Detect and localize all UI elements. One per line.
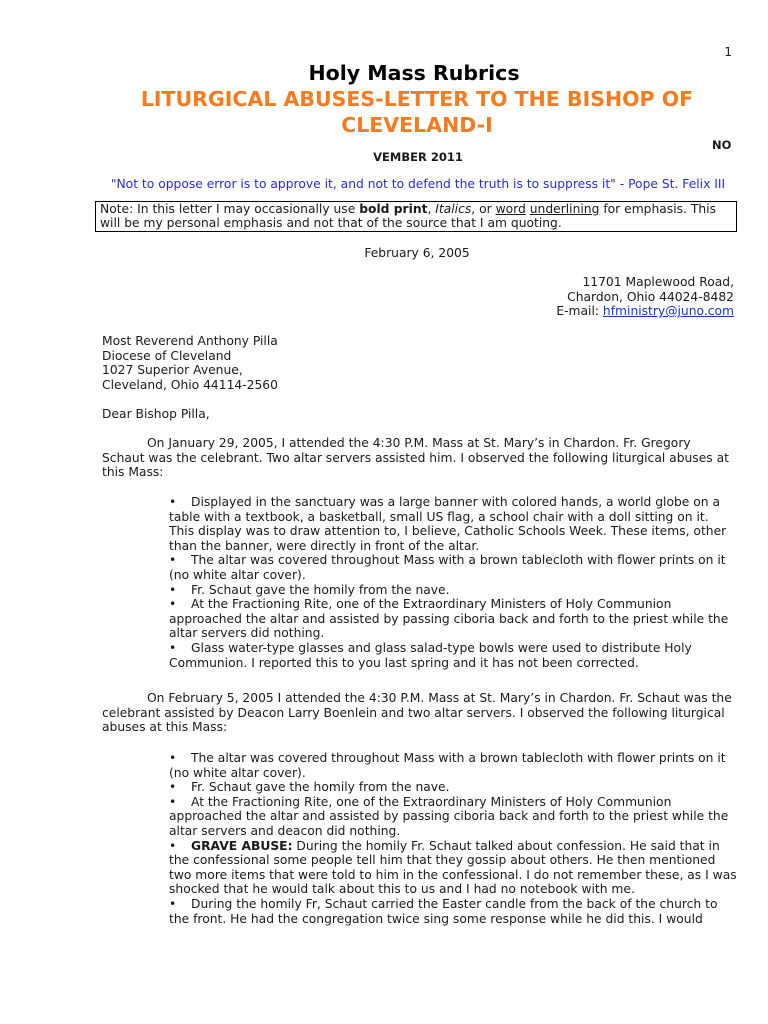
grave-abuse-label: GRAVE ABUSE:	[191, 838, 293, 853]
list-item: • The altar was covered throughout Mass with a brown tablecloth with flower prints on it (no white altar cover).	[169, 553, 726, 582]
bullet-icon: •	[169, 794, 177, 809]
recipient-city: Cleveland, Ohio 44114-2560	[102, 377, 278, 392]
bullet-icon: •	[169, 597, 177, 612]
recipient-street: 1027 Superior Avenue,	[102, 363, 243, 378]
salutation: Dear Bishop Pilla,	[102, 407, 210, 421]
paragraph-2-text: On February 5, 2005 I attended the 4:30 P.M. Mass at St. Mary’s in Chardon. Fr. Schaut was the celebrant assisted by Deacon Larry Boenlein and two altar servers. I observed the following liturgical abuses at this Mass:	[102, 691, 732, 735]
sender-address	[556, 275, 734, 319]
subtitle-line-1: LITURGICAL ABUSES-LETTER TO THE BISHOP OF	[140, 87, 694, 111]
page-number: 1	[724, 45, 732, 59]
note-underline-underlining: underlining	[529, 202, 600, 216]
bullet-icon: •	[169, 751, 177, 765]
letter-date: February 6, 2005	[364, 246, 470, 260]
epigraph-quote: "Not to oppose error is to approve it, and not to defend the truth is to suppress it" - Pope St. Felix III	[110, 177, 726, 191]
note-sep-1: ,	[427, 202, 436, 216]
bullet-icon: •	[169, 582, 177, 597]
list-item: • The altar was covered throughout Mass with a brown tablecloth with flower prints on it (no white altar cover).	[169, 751, 726, 780]
subtitle-line-2: CLEVELAND-I	[341, 113, 493, 137]
list-item: • At the Fractioning Rite, one of the Extraordinary Ministers of Holy Communion approached the altar and assisted by passing ciboria back and forth to the priest while the altar servers did nothing.	[169, 597, 729, 641]
note-bold: bold print	[359, 202, 428, 216]
date-fragment-2: VEMBER 2011	[373, 150, 463, 164]
bullet-icon: •	[169, 780, 177, 795]
bullet-icon: •	[169, 553, 177, 568]
grave-abuse-text: During the homily Fr. Schaut talked about confession. He said that in the confessional some people tell him that they gossip about others. He then mentioned two more items that were told to him in the confessional. I do not remember these, as I was shocked that he would talk about this to us and I had no notebook with me.	[169, 838, 737, 897]
email-label: E-mail:	[556, 304, 603, 319]
abuse-list-1	[169, 495, 737, 670]
sender-city: Chardon, Ohio 44024-8482	[567, 289, 734, 304]
recipient-org: Diocese of Cleveland	[102, 348, 232, 363]
sender-email-line	[556, 304, 734, 319]
note-suffix: for emphasis. This will be my personal emphasis and not that of the source that I am quoting.	[100, 202, 716, 230]
note-prefix: Note: In this letter I may occasionally use	[100, 202, 360, 216]
abuse-list-2	[169, 751, 737, 926]
emphasis-note-box	[95, 201, 737, 232]
paragraph-2	[102, 691, 736, 735]
email-link[interactable]: hfministry@juno.com	[602, 304, 734, 319]
recipient-address	[102, 334, 278, 392]
list-item	[169, 839, 737, 897]
document-subtitle	[0, 86, 768, 138]
note-italics: Italics	[435, 202, 472, 216]
note-sep-2: , or	[471, 202, 496, 216]
list-item: • Fr. Schaut gave the homily from the nave.	[169, 780, 450, 795]
list-item: • During the homily Fr, Schaut carried the Easter candle from the back of the church to the front. He had the congregation twice sing some response while he did this. I would	[169, 896, 718, 926]
list-item: • Glass water-type glasses and glass salad-type bowls were used to distribute Holy Communion. I reported this to you last spring and it has not been corrected.	[169, 640, 692, 670]
bullet-icon: •	[169, 838, 177, 853]
bullet-icon: •	[169, 495, 177, 509]
list-item: • Displayed in the sanctuary was a large banner with colored hands, a world globe on a table with a textbook, a basketball, small US flag, a school chair with a doll sitting on it. This display was to draw attention to, I believe, Catholic Schools Week. These items, other than the banner, were directly in front of the altar.	[169, 495, 727, 553]
list-item: • At the Fractioning Rite, one of the Extraordinary Ministers of Holy Communion approached the altar and assisted by passing ciboria back and forth to the priest while the altar servers and deacon did nothing.	[169, 794, 729, 838]
sender-street: 11701 Maplewood Road,	[582, 275, 734, 289]
date-fragment-1: NO	[712, 138, 732, 152]
bullet-icon: •	[169, 896, 177, 911]
paragraph-1-text: On January 29, 2005, I attended the 4:30 P.M. Mass at St. Mary’s in Chardon. Fr. Gregory Schaut was the celebrant. Two altar servers assisted him. I observed the following liturgical abuses at this Mass:	[102, 436, 729, 480]
bullet-icon: •	[169, 640, 177, 655]
list-item: • Fr. Schaut gave the homily from the nave.	[169, 582, 450, 597]
paragraph-1	[102, 436, 736, 480]
document-title: Holy Mass Rubrics	[308, 61, 520, 85]
note-underline-word: word	[495, 202, 526, 216]
recipient-name: Most Reverend Anthony Pilla	[102, 334, 278, 348]
